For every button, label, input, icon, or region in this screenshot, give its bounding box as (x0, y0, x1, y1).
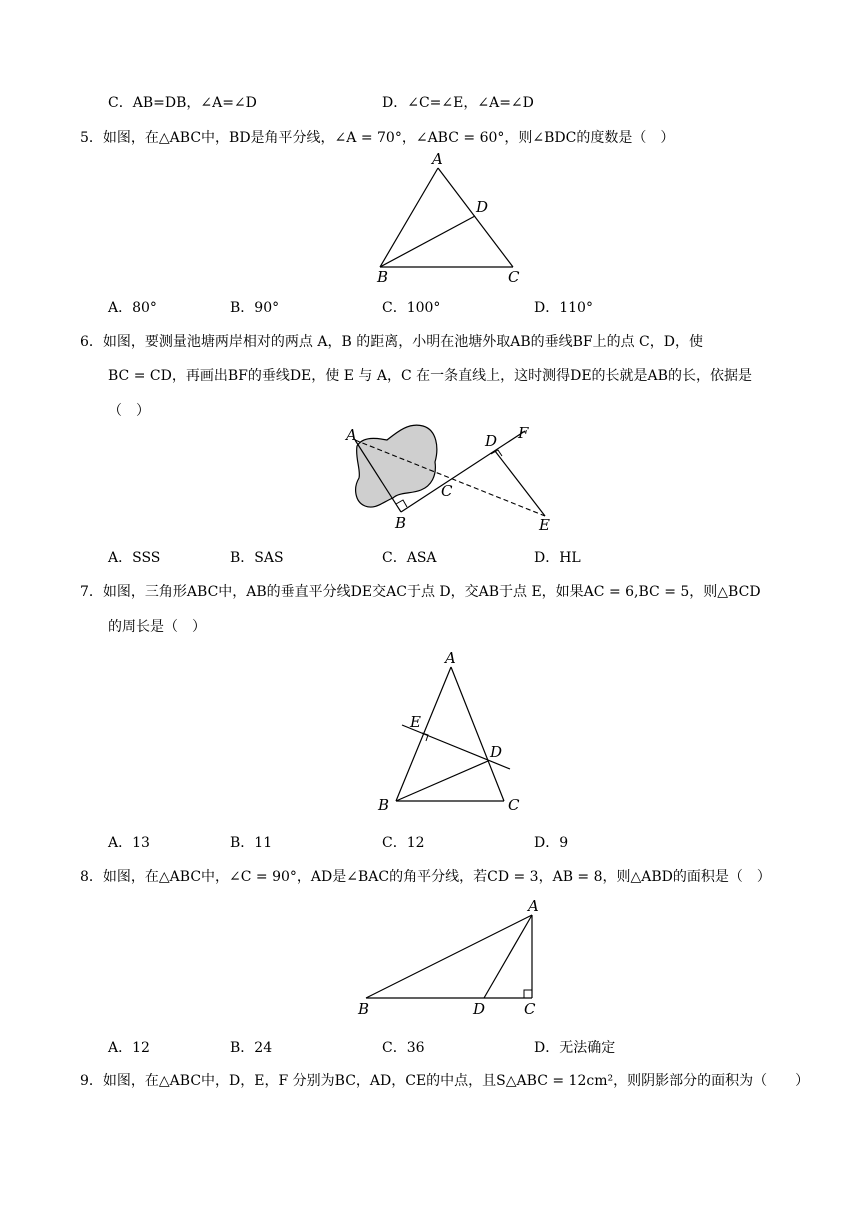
q7-option-d: D．9 (534, 835, 569, 851)
q8-label-c: C (524, 1000, 536, 1018)
q6-label-b: B (395, 514, 407, 532)
q8-option-d: D．无法确定 (534, 1040, 616, 1056)
q5-option-c: C．100° (382, 300, 441, 316)
q8-option-c: C．36 (382, 1040, 425, 1056)
q5-stem: 5．如图，在△ABC中，BD是角平分线，∠A = 70°，∠ABC = 60°，则∠BDC的度数是（ ） (80, 130, 675, 146)
q6-stem-line1: 6．如图，要测量池塘两岸相对的两点 A，B 的距离，小明在池塘外取AB的垂线BF上的点 C，D，使 (80, 334, 703, 350)
pond-shape (356, 425, 437, 507)
q5-option-a: A．80° (108, 300, 157, 316)
q6-label-e: E (539, 516, 550, 534)
q8-stem: 8．如图，在△ABC中，∠C = 90°，AD是∠BAC的角平分线，若CD = 3，AB = 8，则△ABD的面积是（ ） (80, 869, 771, 885)
q5-label-d: D (476, 198, 489, 216)
q6-label-c: C (441, 482, 453, 500)
q6-label-a: A (346, 426, 357, 444)
q4-option-c: C．AB=DB，∠A=∠D (108, 95, 257, 111)
q8-label-d: D (473, 1000, 486, 1018)
q5-option-d: D．110° (534, 300, 593, 316)
q6-option-c: C．ASA (382, 550, 437, 566)
q7-label-e: E (410, 713, 421, 731)
q8-option-b: B．24 (230, 1040, 273, 1056)
q6-figure (335, 418, 565, 536)
q5-figure (365, 150, 535, 288)
q7-stem-line2: 的周长是（ ） (108, 619, 206, 635)
q8-figure (350, 895, 550, 1020)
q4-option-d: D．∠C=∠E，∠A=∠D (382, 95, 534, 111)
q7-option-a: A．13 (108, 835, 150, 851)
q7-figure (370, 645, 530, 817)
q7-label-c: C (508, 796, 520, 814)
q5-label-c: C (508, 268, 520, 286)
q8-label-a: A (528, 897, 539, 915)
q6-option-d: D．HL (534, 550, 581, 566)
q6-label-f: F (518, 424, 529, 442)
q7-label-d: D (490, 743, 503, 761)
q6-stem-line3: （ ） (108, 403, 150, 419)
q8-option-a: A．12 (108, 1040, 150, 1056)
q7-option-b: B．11 (230, 835, 273, 851)
q7-stem-line1: 7．如图，三角形ABC中，AB的垂直平分线DE交AC于点 D，交AB于点 E，如果AC = 6,BC = 5，则△BCD (80, 584, 761, 600)
q7-label-b: B (378, 796, 390, 814)
q8-label-b: B (358, 1000, 370, 1018)
q9-stem: 9．如图，在△ABC中，D，E，F 分别为BC，AD，CE的中点，且S△ABC = 12cm²，则阴影部分的面积为（ ） (80, 1073, 810, 1089)
q5-label-b: B (377, 268, 389, 286)
q7-label-a: A (445, 649, 456, 667)
q6-label-d: D (485, 432, 498, 450)
q6-option-b: B．SAS (230, 550, 284, 566)
q5-option-b: B．90° (230, 300, 280, 316)
q7-option-c: C．12 (382, 835, 425, 851)
q6-stem-line2: BC = CD，再画出BF的垂线DE，使 E 与 A，C 在一条直线上，这时测得DE的长就是AB的长，依据是 (108, 368, 752, 384)
q5-label-a: A (432, 150, 443, 168)
q6-option-a: A．SSS (108, 550, 161, 566)
